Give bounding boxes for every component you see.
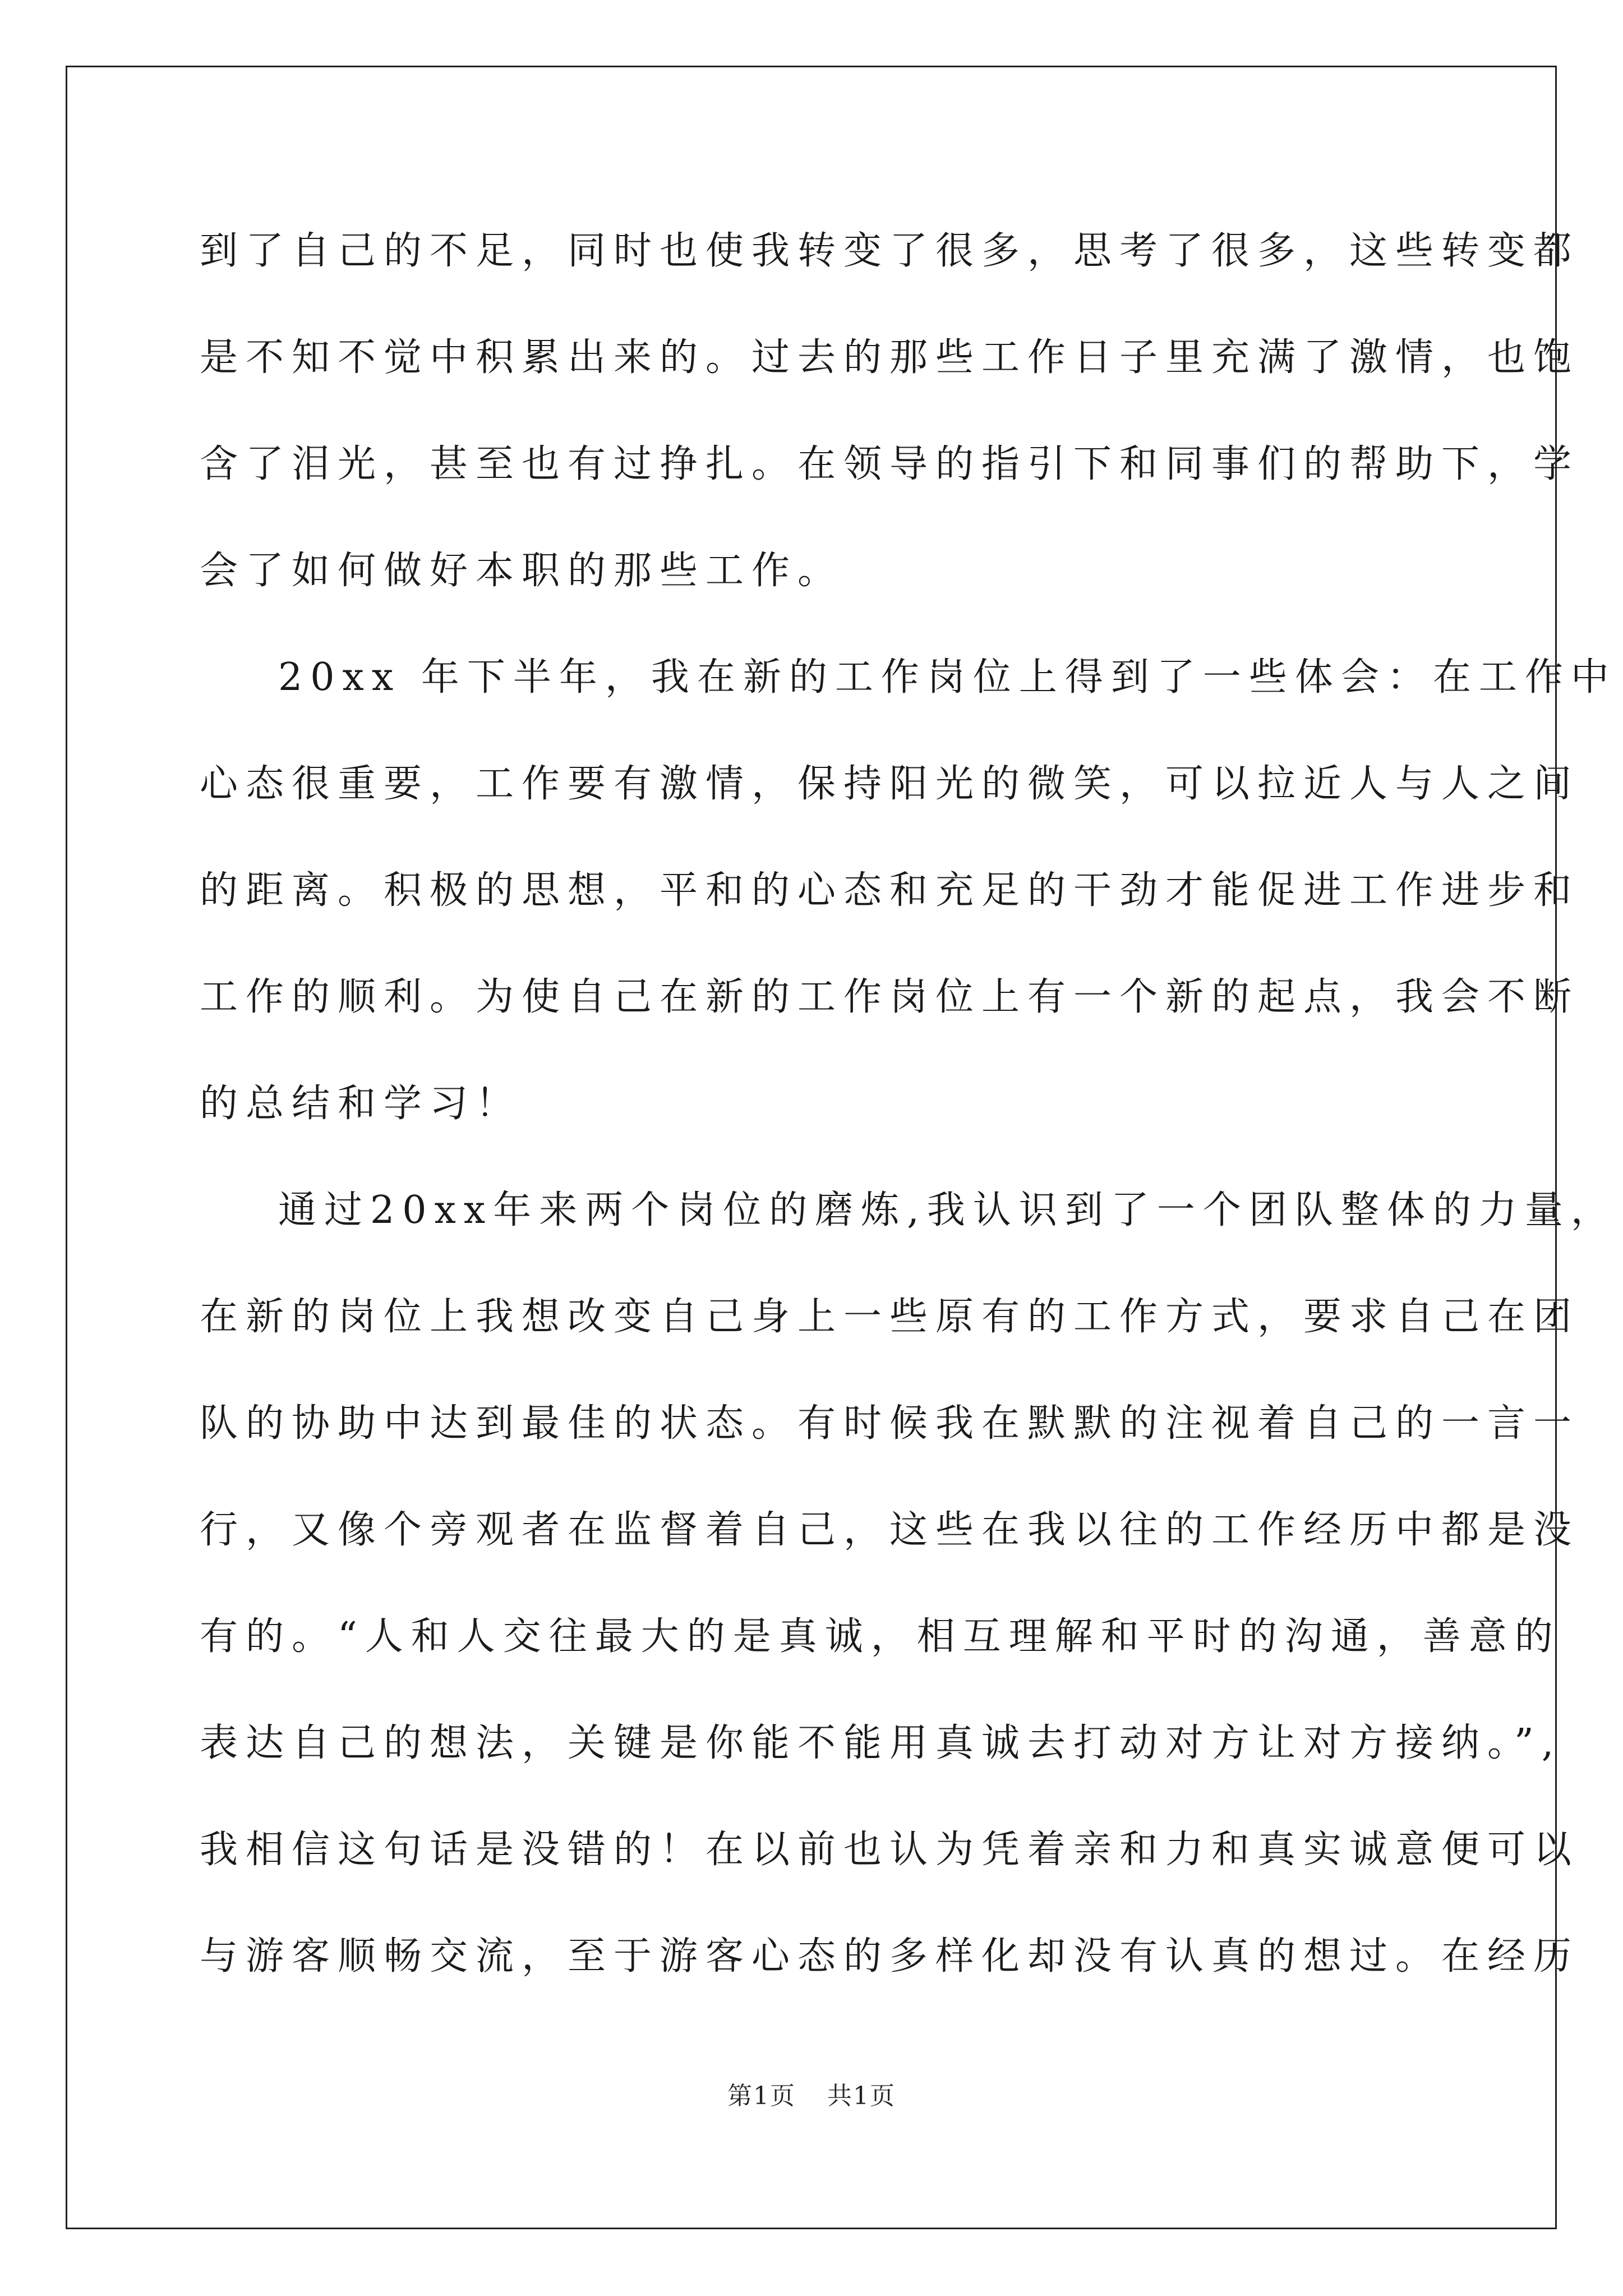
text-line: 工作的顺利。为使自己在新的工作岗位上有一个新的起点，我会不断 [200, 975, 1580, 1019]
text-line: 心态很重要，工作要有激情，保持阳光的微笑，可以拉近人与人之间 [200, 762, 1580, 806]
text-line: 的总结和学习！ [200, 1082, 522, 1126]
text-line: 有的。“人和人交往最大的是真诚，相互理解和平时的沟通，善意的 [200, 1614, 1561, 1659]
text-line: 我相信这句话是没错的！在以前也认为凭着亲和力和真实诚意便可以 [200, 1828, 1580, 1872]
text-line: 会了如何做好本职的那些工作。 [200, 549, 844, 593]
text-line: 在新的岗位上我想改变自己身上一些原有的工作方式，要求自己在团 [200, 1295, 1580, 1339]
paragraph-start-line: 20xx 年下半年，我在新的工作岗位上得到了一些体会：在工作中 [278, 655, 1617, 700]
page-footer [0, 2076, 1623, 2111]
text-line: 与游客顺畅交流，至于游客心态的多样化却没有认真的想过。在经历 [200, 1934, 1580, 1978]
text-line: 是不知不觉中积累出来的。过去的那些工作日子里充满了激情，也饱 [200, 335, 1580, 380]
text-line: 行，又像个旁观者在监督着自己，这些在我以往的工作经历中都是没 [200, 1508, 1580, 1552]
text-line: 队的协助中达到最佳的状态。有时候我在默默的注视着自己的一言一 [200, 1401, 1580, 1446]
text-line: 到了自己的不足，同时也使我转变了很多，思考了很多，这些转变都 [200, 229, 1580, 273]
page-number: 第1页 [727, 2082, 796, 2110]
text-line: 表达自己的想法，关键是你能不能用真诚去打动对方让对方接纳。”, [200, 1721, 1562, 1765]
document-body [200, 218, 1617, 2030]
text-line: 含了泪光，甚至也有过挣扎。在领导的指引下和同事们的帮助下，学 [200, 442, 1580, 486]
paragraph-start-line: 通过20xx年来两个岗位的磨炼,我认识到了一个团队整体的力量， [278, 1188, 1617, 1232]
page-total: 共1页 [827, 2082, 896, 2110]
text-line: 的距离。积极的思想，平和的心态和充足的干劲才能促进工作进步和 [200, 868, 1580, 913]
